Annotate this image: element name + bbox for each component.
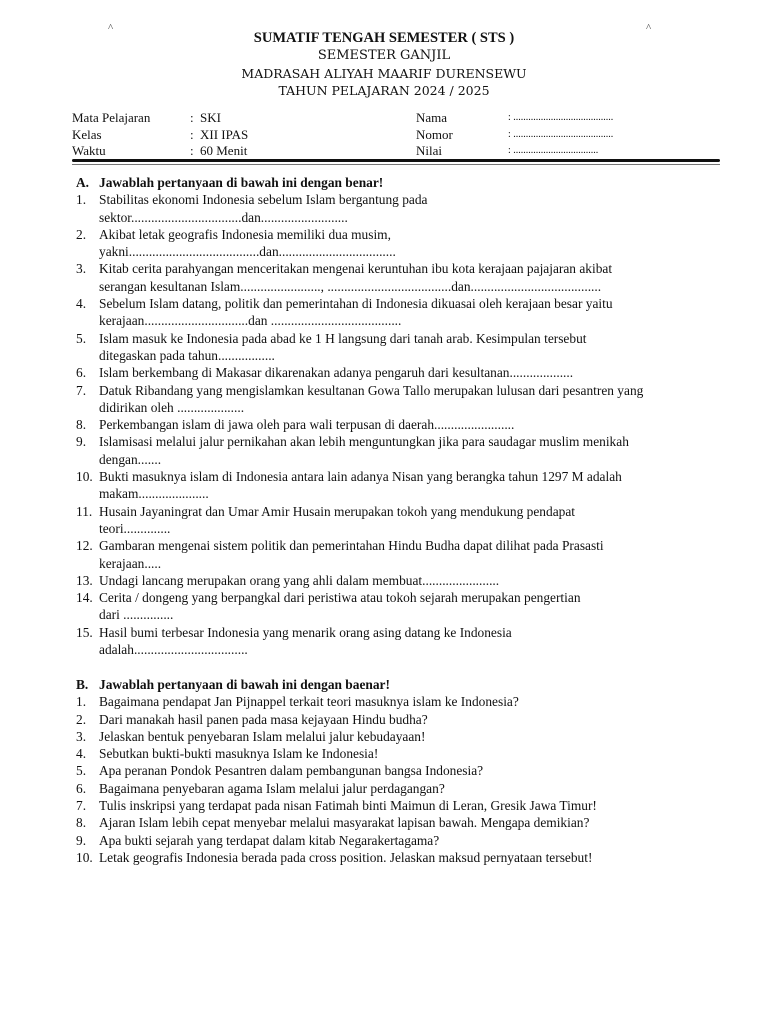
info-label: Kelas <box>72 126 102 142</box>
question-text <box>99 226 726 261</box>
question-line: Cerita / dongeng yang berpangkal dari peristiwa atau tokoh sejarah merupakan pengertian <box>99 590 581 606</box>
question-item <box>76 537 726 572</box>
question-line: yakni.......................................dan................................... <box>99 244 396 260</box>
question-line: Akibat letak geografis Indonesia memiliki dua musim, <box>99 226 391 242</box>
question-item <box>76 295 726 330</box>
section-b-heading <box>76 676 726 693</box>
question-line: Sebelum Islam datang, politik dan pemerintahan di Indonesia dikuasai oleh kerajaan besar yaitu <box>99 296 613 312</box>
score-field[interactable]: : .................................. <box>508 145 599 156</box>
question-text: Bagaimana penyebaran agama Islam melalui jalur perdagangan? <box>99 780 445 796</box>
question-line: Gambaran mengenai sistem politik dan pemerintahan Hindu Budha dapat dilihat pada Prasasti <box>99 538 604 554</box>
question-line: makam..................... <box>99 486 209 502</box>
caret-mark-right: ^ <box>646 22 652 34</box>
info-colon: : <box>190 143 194 158</box>
question-line: Hasil bumi terbesar Indonesia yang menarik orang asing datang ke Indonesia <box>99 624 512 640</box>
question-line: Datuk Ribandang yang mengislamkan kesultanan Gowa Tallo merupakan lulusan dari pesantren yang <box>99 382 644 398</box>
info-row-time <box>72 143 722 160</box>
semester-label: SEMESTER GANJIL <box>317 48 451 63</box>
question-text <box>99 537 726 572</box>
question-text <box>99 468 726 503</box>
header-divider-thin <box>72 164 720 165</box>
question-number: 3. <box>76 728 87 744</box>
question-item <box>76 589 726 624</box>
question-number: 1. <box>76 192 87 208</box>
info-value: XII IPAS <box>200 126 249 142</box>
question-number: 12. <box>76 538 93 554</box>
question-line: dengan....... <box>99 451 162 467</box>
question-line: Islam berkembang di Makasar dikarenakan adanya pengaruh dari kesultanan................... <box>99 365 574 381</box>
question-item <box>76 728 726 745</box>
question-text: Letak geografis Indonesia berada pada cross position. Jelaskan maksud pernyataan tersebut! <box>99 849 593 865</box>
question-text: Ajaran Islam lebih cepat menyebar melalui masyarakat lapisan bawah. Mengapa demikian? <box>99 815 590 831</box>
question-text <box>99 416 726 433</box>
info-label-2: Nilai <box>416 143 442 158</box>
info-colon: : <box>190 126 194 142</box>
question-number: 14. <box>76 590 93 606</box>
question-line: teori.............. <box>99 520 171 536</box>
question-item <box>76 364 726 381</box>
question-number: 8. <box>76 815 87 831</box>
question-item <box>76 711 726 728</box>
question-text <box>99 624 726 659</box>
header-divider-thick <box>72 159 720 162</box>
section-a-heading <box>76 174 726 191</box>
question-number: 15. <box>76 624 93 640</box>
academic-year: TAHUN PELAJARAN 2024 / 2025 <box>278 83 490 98</box>
question-line: Islam masuk ke Indonesia pada abad ke 1 H langsung dari tanah arab. Kesimpulan tersebut <box>99 330 587 346</box>
document-header <box>0 30 768 99</box>
question-line: Islamisasi melalui jalur pernikahan akan lebih menguntungkan jika para saudagar muslim menikah <box>99 434 629 450</box>
question-number: 1. <box>76 694 87 710</box>
question-number: 11. <box>76 503 93 519</box>
question-item <box>76 416 726 433</box>
question-item <box>76 849 726 866</box>
exam-info-table <box>72 110 722 160</box>
question-number: 4. <box>76 746 87 762</box>
question-number: 4. <box>76 296 87 312</box>
question-text <box>99 295 726 330</box>
question-line: Perkembangan islam di jawa oleh para wali terpusan di daerah........................ <box>99 417 515 433</box>
question-line: kerajaan..... <box>99 555 162 571</box>
question-text: Bagaimana pendapat Jan Pijnappel terkait teori masuknya islam ke Indonesia? <box>99 694 519 710</box>
question-line: Husain Jayaningrat dan Umar Amir Husain merupakan tokoh yang mendukung pendapat <box>99 503 575 519</box>
question-line: adalah.................................. <box>99 642 248 658</box>
question-text <box>99 382 726 417</box>
question-text: Dari manakah hasil panen pada masa kejayaan Hindu budha? <box>99 711 428 727</box>
question-item <box>76 814 726 831</box>
question-text <box>99 364 726 381</box>
question-text <box>99 433 726 468</box>
question-number: 9. <box>76 832 87 848</box>
question-item <box>76 468 726 503</box>
question-line: didirikan oleh .................... <box>99 399 245 415</box>
question-item <box>76 693 726 710</box>
question-item <box>76 503 726 538</box>
question-item <box>76 762 726 779</box>
question-item <box>76 191 726 226</box>
question-item <box>76 572 726 589</box>
question-text <box>99 503 726 538</box>
info-value: 60 Menit <box>200 143 248 158</box>
question-item <box>76 745 726 762</box>
question-text <box>99 191 726 226</box>
question-text: Jelaskan bentuk penyebaran Islam melalui jalur kebudayaan! <box>99 728 426 744</box>
question-item <box>76 330 726 365</box>
question-line: ditegaskan pada tahun................. <box>99 347 275 363</box>
info-row-subject <box>72 110 722 127</box>
question-item <box>76 797 726 814</box>
question-number: 10. <box>76 849 93 865</box>
question-text: Apa peranan Pondok Pesantren dalam pembangunan bangsa Indonesia? <box>99 763 484 779</box>
question-line: sektor.................................dan.......................... <box>99 209 348 225</box>
section-marker: B. <box>76 677 89 692</box>
name-field[interactable]: : ........................................ <box>508 112 614 123</box>
question-text: Tulis inskripsi yang terdapat pada nisan Fatimah binti Maimun di Leran, Gresik Jawa Timur! <box>99 798 597 814</box>
question-text: Sebutkan bukti-bukti masuknya Islam ke Indonesia! <box>99 746 379 762</box>
section-a <box>76 174 726 658</box>
question-number: 10. <box>76 469 93 485</box>
question-text <box>99 330 726 365</box>
question-line: Undagi lancang merupakan orang yang ahli dalam membuat....................... <box>99 572 500 588</box>
info-row-class <box>72 127 722 144</box>
section-title: Jawablah pertanyaan di bawah ini dengan benar! <box>99 175 384 190</box>
question-line: Stabilitas ekonomi Indonesia sebelum Islam bergantung pada <box>99 192 428 208</box>
section-marker: A. <box>76 175 90 190</box>
info-colon: : <box>190 110 194 125</box>
question-line: kerajaan...............................dan ....................................... <box>99 313 402 329</box>
question-line: dari ............... <box>99 607 174 623</box>
info-label-2: Nomor <box>416 126 453 142</box>
question-number: 2. <box>76 711 87 727</box>
question-number: 2. <box>76 226 87 242</box>
info-value: SKI <box>200 110 221 125</box>
question-item <box>76 433 726 468</box>
exam-title: SUMATIF TENGAH SEMESTER ( STS ) <box>253 30 515 46</box>
question-number: 7. <box>76 382 87 398</box>
number-field[interactable]: : ........................................ <box>508 128 614 140</box>
question-number: 6. <box>76 365 87 381</box>
school-name: MADRASAH ALIYAH MAARIF DURENSEWU <box>241 66 527 81</box>
info-label-2: Nama <box>416 110 448 125</box>
question-line: Kitab cerita parahyangan menceritakan mengenai keruntuhan ibu kota kerajaan pajajaran akibat <box>99 261 613 277</box>
info-label: Mata Pelajaran <box>72 110 151 125</box>
question-text <box>99 589 726 624</box>
section-b <box>76 676 726 866</box>
question-line: Bukti masuknya islam di Indonesia antara lain adanya Nisan yang berangka tahun 1297 M adalah <box>99 469 622 485</box>
question-text <box>99 260 726 295</box>
question-item <box>76 832 726 849</box>
question-item <box>76 260 726 295</box>
question-text: Apa bukti sejarah yang terdapat dalam kitab Negarakertagama? <box>99 832 440 848</box>
caret-mark-left: ^ <box>108 22 114 34</box>
question-line: serangan kesultanan Islam........................, .....................................dan....................................... <box>99 278 602 294</box>
question-item <box>76 382 726 417</box>
question-text <box>99 572 726 589</box>
question-number: 7. <box>76 798 87 814</box>
question-number: 5. <box>76 330 87 346</box>
section-title: Jawablah pertanyaan di bawah ini dengan baenar! <box>99 677 390 692</box>
question-number: 5. <box>76 763 87 779</box>
question-number: 9. <box>76 434 87 450</box>
question-number: 3. <box>76 261 87 277</box>
question-number: 8. <box>76 417 87 433</box>
question-item <box>76 226 726 261</box>
info-label: Waktu <box>72 143 106 158</box>
question-item <box>76 780 726 797</box>
question-item <box>76 624 726 659</box>
question-number: 13. <box>76 572 93 588</box>
question-number: 6. <box>76 780 87 796</box>
